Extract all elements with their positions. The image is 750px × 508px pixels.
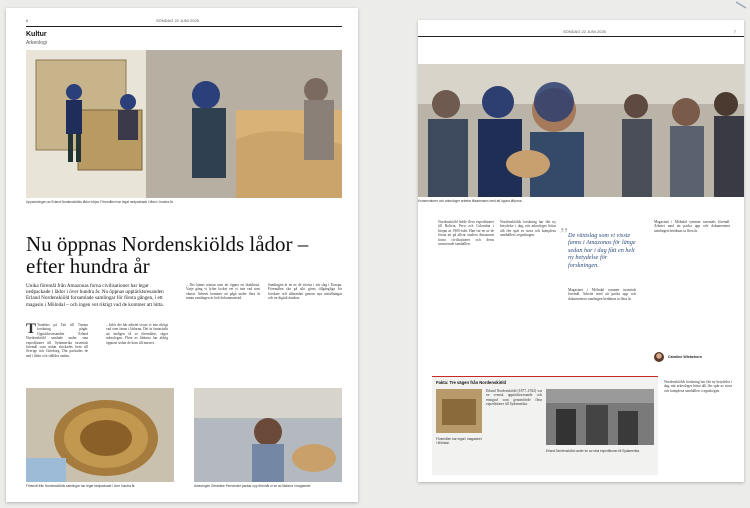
body-column-3: Magasinet i Mölndal rymmer tusentals föremål. Arbetet med att packa upp och dokumentera samlingen beräknas ta flera år.	[568, 288, 636, 301]
body-column-4: Magasinet i Mölndal rymmer tusentals föremål. Arbetet med att packa upp och dokumentera samlingen beräknas ta flera år.	[654, 220, 730, 233]
body-column-1: Nordenskiöld ledde flera expeditioner till Bolivia, Peru och Colombia i början av 1900-talet. Han var en av de första att på allvar studera Amazonas forna civilisationer och deras avancerade samhällen.	[438, 220, 494, 247]
article-headline: Nu öppnas Nordenskiölds lådor – efter hundra år	[26, 232, 309, 278]
body-column-2: Nordenskiölds forskning har fått ny betydelse i dag, när arkeologer hittar allt fler spår av stora och komplexa samhällen i regnskogen.	[500, 220, 556, 238]
page-number: 6	[26, 18, 29, 23]
fact-box-text: Erland Nordenskiöld (1877–1932) var en svensk upptäcktsresande och etnograf som genomförde flera expeditioner till Sydamerika.	[486, 389, 542, 407]
pull-quote: De växtslag som vi visste fanns i Amazonas för länge sedan har i dag fått en helt ny betydelse för forskningen.	[568, 232, 636, 269]
header-rule	[26, 26, 342, 27]
main-photo-caption: Konservatorer och arkeologer arbetar tillsammans med att öppna lådorna.	[418, 199, 523, 203]
body-column-4: Samlingen är en av de största i sitt slag i Europa. Föremålen ska på sikt göras tillgängliga för forskare och allmänhet genom nya utställningar och en digital databas.	[268, 283, 342, 301]
subsection-title: Arkeologi	[26, 40, 47, 46]
article-ingress: Unika föremål från Amazonas forna civilisationer har legat nedpackade i lådor i över hundra år. Nu öppnas upptäcktsresanden Erland Nordenskiöld forsamlade samlingar för första gången, i ett magasin i Mölndal – och ingen vet riktigt vad de kommer att hitta.	[26, 283, 164, 308]
quote-mark-icon: ”	[560, 224, 568, 244]
fact-photo-2	[546, 389, 654, 445]
fact-photo-1	[436, 389, 482, 433]
body-column-2: – Inför det här arbetet visste vi inte riktigt vad som fanns i lådorna. Det är fantastiskt att äntligen få se föremålen, säger arkeologen. Flera av lådorna har aldrig öppnats sedan de kom till museet.	[106, 323, 168, 345]
researcher-photo	[194, 388, 342, 482]
right-newspaper-page	[418, 20, 744, 482]
page-date: SÖNDAG 22 JUNI 2025	[156, 18, 199, 23]
main-photo-caption: Uppackningen av Erland Nordenskiölds lådor börjar. Föremålen har legat nedpackade i lådor i hundra år.	[26, 200, 174, 204]
artifact-photo-caption: Föremål från Nordenskiölds samlingar har legat nedpackade i över hundra år.	[26, 484, 136, 488]
fact-photo-1-caption: Föremålen har legat i magasinet i Mölndal.	[436, 437, 482, 445]
main-photo	[26, 50, 342, 198]
section-title: Kultur	[26, 31, 47, 38]
page-date: SÖNDAG 22 JUNI 2025	[563, 29, 606, 34]
fact-box-title: Fakta: Tre vägen från Nordenskiöld	[436, 380, 507, 385]
author-avatar	[654, 352, 664, 362]
header-rule	[418, 36, 744, 37]
fact-photo-2-caption: Erland Nordenskiöld under en av sina expeditioner till Sydamerika.	[546, 449, 640, 453]
researcher-photo-caption: Arkeologen Geraldine Fernández packar upp föremål ur en av lådorna i magasinet.	[194, 484, 312, 488]
main-photo	[418, 64, 744, 197]
body-column-1: T Tranbärs på Tatt till Timms forskning pågår. Upptäcktsresanden Erland Nordenskiöld samlade under sina expeditioner till Sydamerika tusentals föremål som sedan skickades hem till Sverige och Göteborg. Där packades de ned i lådor och ställdes undan.	[26, 323, 88, 358]
left-newspaper-page	[6, 8, 358, 502]
page-number: 7	[733, 29, 736, 34]
artifact-photo	[26, 388, 174, 482]
body-column-5: Nordenskiölds forskning har fått ny betydelse i dag, när arkeologer hittar allt fler spår av stora och komplexa samhällen i regnskogen.	[664, 380, 732, 393]
page-corner-icon	[732, 0, 750, 18]
fact-box	[432, 376, 658, 475]
author-byline: Caroline Wiebehorn	[668, 355, 702, 359]
body-column-3: – Det känns nästan som att öppna en skattkista. Varje gång vi lyfter locket vet vi inte vad som väntar. Arbetet kommer att pågå under flera år innan samlingen är helt dokumenterad.	[186, 283, 260, 301]
